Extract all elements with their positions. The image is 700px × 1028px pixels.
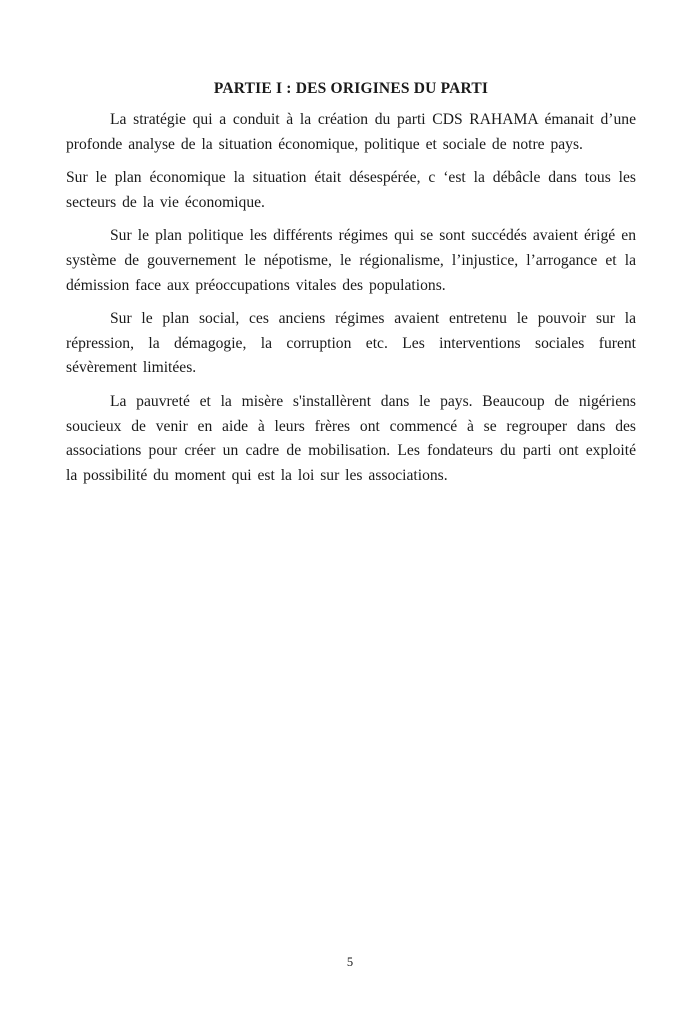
paragraph: La stratégie qui a conduit à la création du parti CDS RAHAMA émanait d’une profonde analyse de la situation économique, politique et sociale de notre pays. [66,111,636,153]
paragraph: Sur le plan politique les différents régimes qui se sont succédés avaient érigé en système de gouvernement le népotisme, le régionalisme, l’injustice, l’arrogance et la démission face aux préoccupations vitales des populations. [66,227,636,294]
document-title: PARTIE I : DES ORIGINES DU PARTI [213,80,489,97]
page-number: 5 [346,955,354,969]
paragraph: Sur le plan économique la situation était désespérée, c ‘est la débâcle dans tous les secteurs de la vie économique. [66,169,636,211]
paragraph: La pauvreté et la misère s'installèrent dans le pays. Beaucoup de nigériens soucieux de venir en aide à leurs frères ont commencé à se regrouper dans des associations pour créer un cadre de mobilisation. Les fondateurs du parti ont exploité la possibilité du moment qui est la loi sur les associations. [66,392,636,484]
paragraph: Sur le plan social, ces anciens régimes avaient entretenu le pouvoir sur la répression, la démagogie, la corruption etc. Les interventions sociales furent sévèrement limitées. [66,310,636,377]
